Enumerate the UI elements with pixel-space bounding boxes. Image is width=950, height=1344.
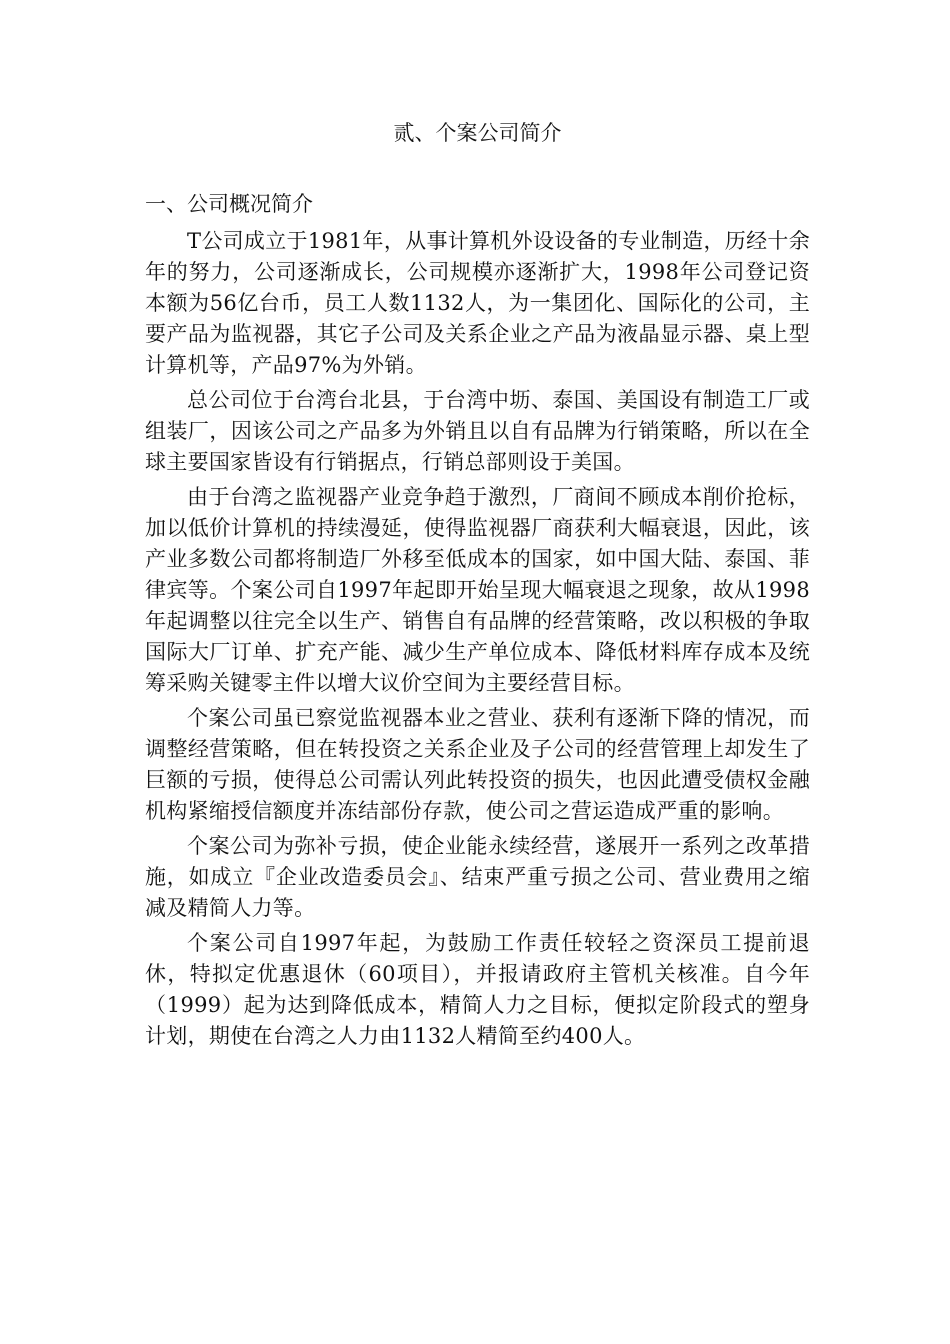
paragraph: 个案公司自1997年起，为鼓励工作责任较轻之资深员工提前退休，特拟定优惠退休（60项目），并报请政府主管机关核准。自今年（1999）起为达到降低成本，精简人力之目标，便拟定阶段式的塑身计划，期使在台湾之人力由1132人精简至约400人。 [145,931,810,1048]
paragraph: 个案公司虽已察觉监视器本业之营业、获利有逐渐下降的情况，而调整经营策略，但在转投资之关系企业及子公司的经营管理上却发生了巨额的亏损，使得总公司需认列此转投资的损失，也因此遭受债权金融机构紧缩授信额度并冻结部份存款，使公司之营运造成严重的影响。 [145,706,810,823]
paragraph: 个案公司为弥补亏损，使企业能永续经营，遂展开一系列之改革措施，如成立『企业改造委员会』、结束严重亏损之公司、营业费用之缩减及精简人力等。 [145,834,810,920]
document-title: 贰、个案公司简介 [393,121,562,145]
paragraph: T公司成立于1981年，从事计算机外设设备的专业制造，历经十余年的努力，公司逐渐成长，公司规模亦逐渐扩大，1998年公司登记资本额为56亿台币，员工人数1132人，为一集团化、国际化的公司，主要产品为监视器，其它子公司及关系企业之产品为液晶显示器、桌上型计算机等，产品97%为外销。 [145,229,810,377]
paragraph: 由于台湾之监视器产业竞争趋于激烈，厂商间不顾成本削价抢标，加以低价计算机的持续漫延，使得监视器厂商获利大幅衰退，因此，该产业多数公司都将制造厂外移至低成本的国家，如中国大陆、泰国、菲律宾等。个案公司自1997年起即开始呈现大幅衰退之现象，故从1998年起调整以往完全以生产、销售自有品牌的经营策略，改以积极的争取国际大厂订单、扩充产能、减少生产单位成本、降低材料库存成本及统筹采购关键零主件以增大议价空间为主要经营目标。 [145,485,810,695]
body-text [145,226,810,1056]
section-heading: 一、公司概况简介 [145,192,313,216]
paragraph: 总公司位于台湾台北县，于台湾中坜、泰国、美国设有制造工厂或组装厂，因该公司之产品多为外销且以自有品牌为行销策略，所以在全球主要国家皆设有行销据点，行销总部则设于美国。 [145,388,810,474]
